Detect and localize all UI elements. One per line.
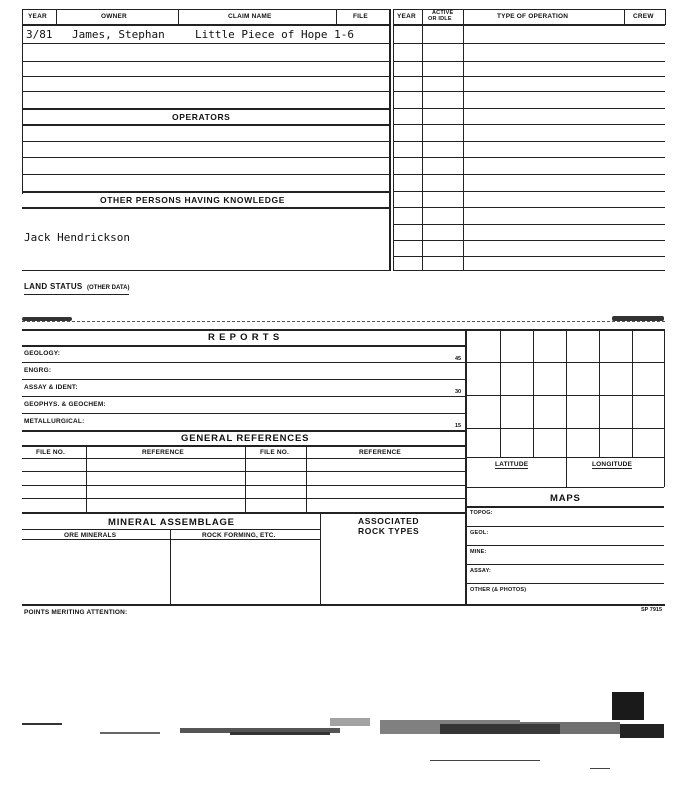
- rule: [533, 329, 534, 457]
- rule: [22, 529, 320, 530]
- rule: [22, 124, 389, 126]
- maps-assay: ASSAY:: [470, 568, 492, 574]
- report-metallurgical: METALLURGICAL:: [24, 418, 85, 425]
- rule: [465, 526, 664, 527]
- rule: [22, 512, 465, 514]
- rule: [624, 9, 625, 25]
- associated-label: ASSOCIATED: [358, 516, 420, 526]
- rule: [465, 487, 664, 488]
- gr-col-reference: REFERENCE: [142, 449, 184, 456]
- header-year: YEAR: [28, 13, 47, 20]
- operators-title: OPERATORS: [172, 112, 231, 122]
- rule: [86, 445, 87, 512]
- form-number: SP 7915: [641, 607, 663, 613]
- rule: [22, 108, 389, 110]
- general-references-title: GENERAL REFERENCES: [181, 433, 310, 444]
- gr-col-file-no: FILE NO.: [36, 449, 66, 456]
- scale-30: 30: [455, 389, 462, 395]
- rule: [465, 329, 467, 604]
- rule: [463, 9, 464, 271]
- rule: [22, 24, 389, 26]
- rule: [22, 207, 389, 209]
- header-active: ACTIVE: [432, 10, 454, 16]
- rule: [393, 207, 665, 208]
- rule: [22, 430, 465, 432]
- rule: [22, 76, 389, 77]
- entry-claim-name: Little Piece of Hope 1-6: [195, 28, 354, 41]
- rule: [665, 9, 666, 25]
- maps-other: OTHER (& PHOTOS): [470, 587, 527, 593]
- rule: [422, 9, 423, 271]
- rule: [22, 141, 389, 142]
- rule: [56, 9, 57, 25]
- rock-forming-label: ROCK FORMING, ETC.: [202, 532, 276, 539]
- rule: [22, 362, 465, 363]
- maps-geol: GEOL:: [470, 530, 489, 536]
- scale-15: 15: [455, 423, 462, 429]
- rule: [320, 512, 321, 604]
- rule: [393, 124, 665, 125]
- rule: [336, 9, 337, 25]
- rule: [465, 395, 664, 396]
- rule: [393, 108, 665, 109]
- longitude-label: LONGITUDE: [592, 461, 633, 468]
- rule: [22, 396, 465, 397]
- rule: [306, 445, 307, 512]
- rule: [393, 270, 665, 271]
- rule: [664, 329, 665, 487]
- reports-title: R E P O R T S: [208, 332, 280, 343]
- rule: [22, 191, 389, 193]
- rule: [393, 43, 665, 44]
- rule: [566, 329, 567, 487]
- land-status-label: LAND STATUS: [24, 282, 83, 291]
- header-claim-name: CLAIM NAME: [228, 13, 272, 20]
- report-engrg: ENGRG:: [24, 367, 52, 374]
- rule: [389, 9, 391, 271]
- rule: [393, 157, 665, 158]
- rule: [393, 91, 665, 92]
- rule: [393, 256, 665, 257]
- header-type-of-operation: TYPE OF OPERATION: [497, 13, 569, 20]
- rule: [245, 445, 246, 512]
- latitude-label: LATITUDE: [495, 461, 529, 468]
- rock-types-label: ROCK TYPES: [358, 526, 420, 536]
- rule: [22, 43, 389, 44]
- rule: [393, 9, 394, 271]
- report-assay: ASSAY & IDENT:: [24, 384, 78, 391]
- entry-owner: James, Stephan: [72, 28, 165, 41]
- rule: [178, 9, 179, 25]
- rule: [465, 545, 664, 546]
- rule: [22, 174, 389, 175]
- header-crew: CREW: [633, 13, 654, 20]
- header-owner: OWNER: [101, 13, 127, 20]
- header-file: FILE: [353, 13, 368, 20]
- gr-col-file-no-2: FILE NO.: [260, 449, 290, 456]
- scan-noise: [0, 690, 678, 790]
- land-status-heading: [24, 276, 129, 295]
- rule: [22, 458, 465, 459]
- rule: [22, 270, 389, 271]
- report-geophys: GEOPHYS. & GEOCHEM:: [24, 401, 106, 408]
- rule: [22, 445, 465, 447]
- rule: [22, 91, 389, 92]
- header-year-2: YEAR: [397, 13, 416, 20]
- rule: [22, 321, 665, 322]
- mineral-assemblage-title: MINERAL ASSEMBLAGE: [108, 517, 235, 528]
- rule: [393, 76, 665, 77]
- rule: [393, 240, 665, 241]
- rule: [500, 329, 501, 457]
- header-or-idle: OR IDLE: [428, 16, 452, 22]
- rule: [22, 329, 665, 331]
- scale-45: 45: [455, 356, 462, 362]
- rule: [599, 329, 600, 457]
- rule: [170, 529, 171, 604]
- rule: [22, 61, 389, 62]
- entry-year: 3/81: [26, 28, 53, 41]
- rule: [22, 539, 320, 540]
- land-status-sub: (OTHER DATA): [87, 285, 130, 291]
- rule: [465, 457, 664, 458]
- rule: [393, 224, 665, 225]
- gr-col-reference-2: REFERENCE: [359, 449, 401, 456]
- rule: [22, 379, 465, 380]
- rule: [22, 604, 665, 606]
- rule: [22, 9, 23, 194]
- rule: [465, 564, 664, 565]
- other-person-name: Jack Hendrickson: [24, 231, 130, 244]
- rule: [22, 471, 465, 472]
- rule: [465, 506, 664, 508]
- rule: [393, 174, 665, 175]
- rule: [393, 141, 665, 142]
- rule: [393, 61, 665, 62]
- rule: [22, 345, 465, 347]
- other-persons-title: OTHER PERSONS HAVING KNOWLEDGE: [100, 195, 286, 205]
- rule: [22, 157, 389, 158]
- maps-mine: MINE:: [470, 549, 487, 555]
- ore-minerals-label: ORE MINERALS: [64, 532, 117, 539]
- report-geology: GEOLOGY:: [24, 350, 61, 357]
- rule: [632, 329, 633, 457]
- rule: [393, 191, 665, 192]
- rule: [465, 362, 664, 363]
- rule: [22, 9, 389, 10]
- rule: [22, 413, 465, 414]
- rule: [22, 498, 465, 499]
- rule: [465, 428, 664, 429]
- maps-title: MAPS: [550, 493, 581, 504]
- rule: [22, 485, 465, 486]
- rule: [465, 583, 664, 584]
- maps-topog: TOPOG:: [470, 510, 493, 516]
- points-meriting-attention-label: POINTS MERITING ATTENTION:: [24, 609, 128, 616]
